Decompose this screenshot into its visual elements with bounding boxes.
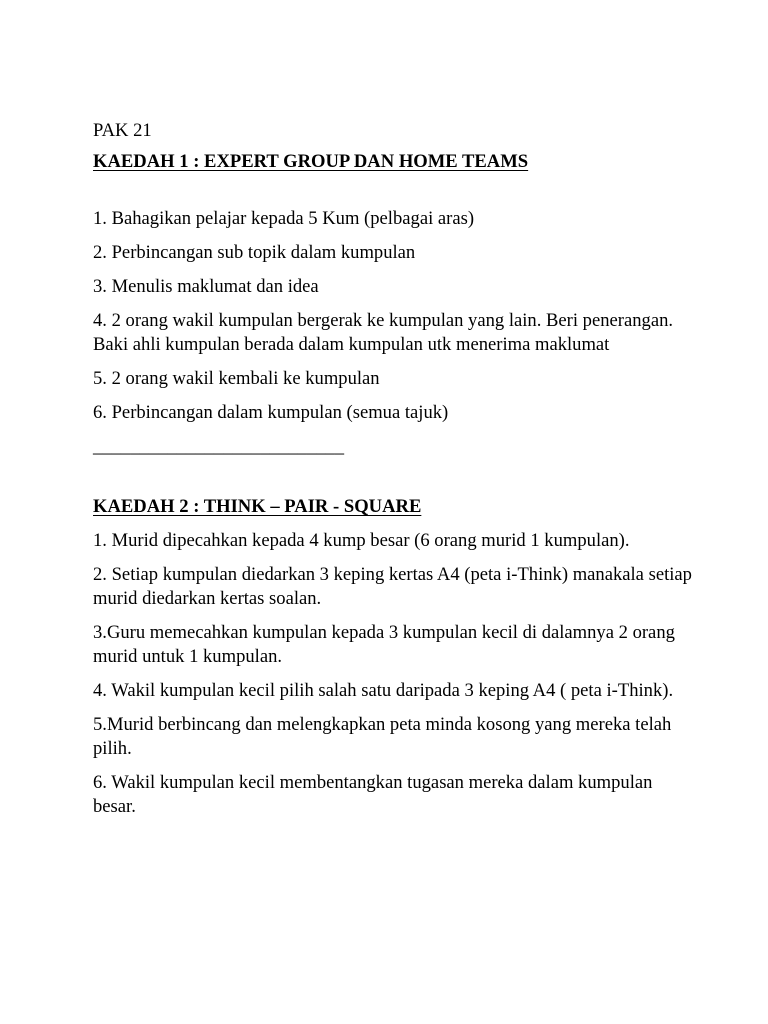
section-heading-kaedah-1: KAEDAH 1 : EXPERT GROUP DAN HOME TEAMS bbox=[93, 151, 529, 172]
step-item: 1. Bahagikan pelajar kepada 5 Kum (pelbagai aras) bbox=[93, 208, 475, 229]
step-item: 2. Setiap kumpulan diedarkan 3 keping kertas A4 (peta i-Think) manakala setiap murid diedarkan kertas soalan. bbox=[93, 564, 692, 609]
section-divider: ___________________________ bbox=[93, 436, 345, 457]
step-item: 6. Perbincangan dalam kumpulan (semua tajuk) bbox=[93, 402, 449, 423]
document-page bbox=[93, 119, 693, 829]
step-item: 6. Wakil kumpulan kecil membentangkan tugasan mereka dalam kumpulan besar. bbox=[93, 772, 653, 817]
step-item: 4. Wakil kumpulan kecil pilih salah satu daripada 3 keping A4 ( peta i-Think). bbox=[93, 680, 674, 701]
step-item: 4. 2 orang wakil kumpulan bergerak ke kumpulan yang lain. Beri penerangan. Baki ahli kumpulan berada dalam kumpulan utk menerima maklumat bbox=[93, 310, 674, 355]
section-heading-kaedah-2: KAEDAH 2 : THINK – PAIR - SQUARE bbox=[93, 496, 422, 517]
step-item: 5. 2 orang wakil kembali ke kumpulan bbox=[93, 368, 380, 389]
section-kaedah-1 bbox=[93, 150, 693, 459]
step-item: 2. Perbincangan sub topik dalam kumpulan bbox=[93, 242, 416, 263]
step-item: 1. Murid dipecahkan kepada 4 kump besar (6 orang murid 1 kumpulan). bbox=[93, 530, 630, 551]
step-item: 3. Menulis maklumat dan idea bbox=[93, 276, 319, 297]
document-title: PAK 21 bbox=[93, 120, 152, 141]
step-item: 3.Guru memecahkan kumpulan kepada 3 kumpulan kecil di dalamnya 2 orang murid untuk 1 kumpulan. bbox=[93, 622, 675, 667]
section-kaedah-2 bbox=[93, 495, 693, 819]
step-item: 5.Murid berbincang dan melengkapkan peta minda kosong yang mereka telah pilih. bbox=[93, 714, 672, 759]
